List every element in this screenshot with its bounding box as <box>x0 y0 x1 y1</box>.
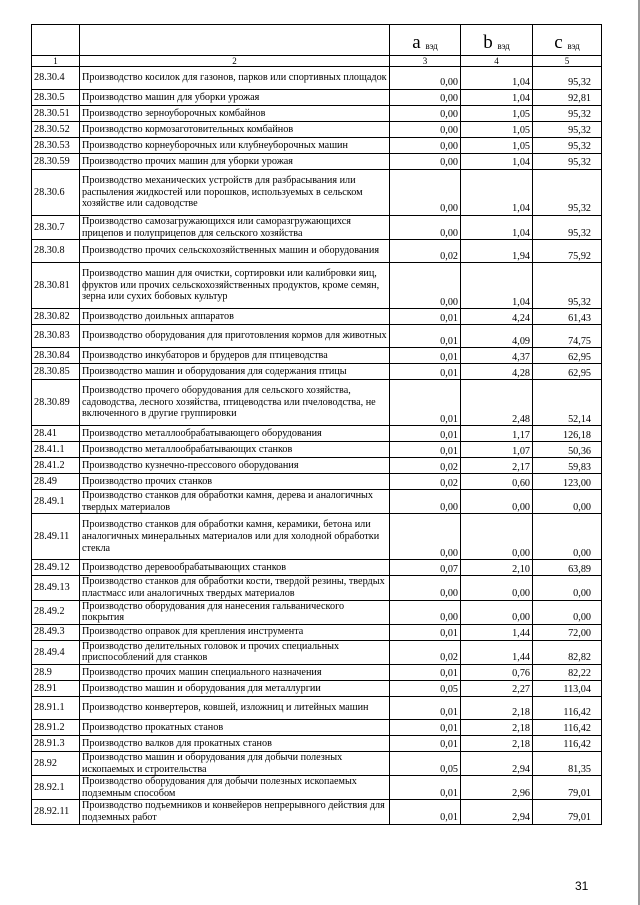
table-row <box>32 106 602 122</box>
row-value-c: 0,00 <box>533 490 602 514</box>
row-value-a: 0,00 <box>390 216 461 240</box>
row-value-c: 62,95 <box>533 364 602 380</box>
row-value-a: 0,01 <box>390 800 461 824</box>
row-value-b: 1,94 <box>461 240 533 263</box>
row-name: Производство конвертеров, ковшей, изложниц и литейных машин <box>80 696 390 719</box>
table-row <box>32 154 602 170</box>
row-name: Производство подъемников и конвейеров непрерывного действия для подземных работ <box>80 800 390 824</box>
row-code: 28.30.59 <box>32 154 80 170</box>
row-value-c: 95,32 <box>533 138 602 154</box>
row-value-b: 1,04 <box>461 67 533 90</box>
row-code: 28.30.53 <box>32 138 80 154</box>
row-code: 28.49.11 <box>32 514 80 560</box>
row-value-b: 1,04 <box>461 90 533 106</box>
row-code: 28.49.12 <box>32 560 80 576</box>
row-name: Производство косилок для газонов, парков или спортивных площадок <box>80 67 390 90</box>
row-name: Производство деревообрабатывающих станков <box>80 560 390 576</box>
row-value-b: 4,09 <box>461 325 533 348</box>
row-name: Производство кузнечно-прессового оборудования <box>80 458 390 474</box>
row-name: Производство металлообрабатывающих станков <box>80 442 390 458</box>
row-value-b: 0,76 <box>461 664 533 680</box>
row-code: 28.30.52 <box>32 122 80 138</box>
row-value-a: 0,05 <box>390 751 461 775</box>
row-name: Производство станков для обработки камня, дерева и аналогичных твердых материалов <box>80 490 390 514</box>
row-code: 28.49.4 <box>32 640 80 664</box>
row-code: 28.9 <box>32 664 80 680</box>
row-value-a: 0,02 <box>390 240 461 263</box>
table-row <box>32 325 602 348</box>
row-value-a: 0,02 <box>390 474 461 490</box>
row-value-b: 1,04 <box>461 216 533 240</box>
row-value-b: 2,48 <box>461 380 533 426</box>
row-value-b: 2,18 <box>461 696 533 719</box>
row-name: Производство прочего оборудования для сельского хозяйства, садоводства, лесного хозяйства, птицеводства или пчеловодства, не включенного в другие группировки <box>80 380 390 426</box>
row-code: 28.49.13 <box>32 576 80 600</box>
row-value-a: 0,02 <box>390 640 461 664</box>
row-name: Производство станков для обработки кости, твердой резины, твердых пластмасс или аналогичных твердых материалов <box>80 576 390 600</box>
row-value-c: 95,32 <box>533 154 602 170</box>
row-value-c: 50,36 <box>533 442 602 458</box>
header-a: a $_{вэд}$ <box>390 25 461 56</box>
row-value-b: 2,17 <box>461 458 533 474</box>
row-value-b: 1,05 <box>461 106 533 122</box>
row-code: 28.49.1 <box>32 490 80 514</box>
row-value-c: 123,00 <box>533 474 602 490</box>
row-value-a: 0,01 <box>390 776 461 800</box>
table-row <box>32 122 602 138</box>
row-name: Производство прочих машин специального назначения <box>80 664 390 680</box>
table-row <box>32 751 602 775</box>
row-name: Производство прочих сельскохозяйственных машин и оборудования <box>80 240 390 263</box>
row-code: 28.30.6 <box>32 170 80 216</box>
row-value-c: 0,00 <box>533 514 602 560</box>
row-value-b: 2,10 <box>461 560 533 576</box>
row-value-a: 0,02 <box>390 458 461 474</box>
row-name: Производство валков для прокатных станов <box>80 735 390 751</box>
row-value-a: 0,01 <box>390 364 461 380</box>
row-name: Производство делительных головок и прочих специальных приспособлений для станков <box>80 640 390 664</box>
row-value-c: 62,95 <box>533 348 602 364</box>
row-value-c: 0,00 <box>533 600 602 624</box>
row-value-a: 0,00 <box>390 263 461 309</box>
row-value-b: 2,18 <box>461 735 533 751</box>
row-value-b: 1,44 <box>461 624 533 640</box>
row-value-b: 0,60 <box>461 474 533 490</box>
row-code: 28.92.11 <box>32 800 80 824</box>
row-code: 28.41.1 <box>32 442 80 458</box>
row-name: Производство доильных аппаратов <box>80 309 390 325</box>
row-value-a: 0,00 <box>390 576 461 600</box>
row-code: 28.41 <box>32 426 80 442</box>
row-code: 28.30.84 <box>32 348 80 364</box>
table-row <box>32 309 602 325</box>
row-value-b: 2,94 <box>461 800 533 824</box>
row-value-a: 0,00 <box>390 154 461 170</box>
row-value-c: 95,32 <box>533 122 602 138</box>
row-value-b: 4,24 <box>461 309 533 325</box>
row-name: Производство оборудования для нанесения гальванического покрытия <box>80 600 390 624</box>
row-value-c: 75,92 <box>533 240 602 263</box>
row-value-a: 0,00 <box>390 514 461 560</box>
row-value-b: 2,18 <box>461 719 533 735</box>
row-code: 28.30.51 <box>32 106 80 122</box>
table-row <box>32 576 602 600</box>
table-row <box>32 138 602 154</box>
row-code: 28.91.1 <box>32 696 80 719</box>
row-code: 28.91.2 <box>32 719 80 735</box>
row-code: 28.30.81 <box>32 263 80 309</box>
row-value-c: 95,32 <box>533 216 602 240</box>
row-value-a: 0,00 <box>390 138 461 154</box>
row-name: Производство прочих станков <box>80 474 390 490</box>
row-value-b: 4,37 <box>461 348 533 364</box>
row-value-a: 0,01 <box>390 735 461 751</box>
table-row <box>32 263 602 309</box>
row-value-c: 116,42 <box>533 696 602 719</box>
row-value-b: 2,27 <box>461 680 533 696</box>
row-code: 28.91 <box>32 680 80 696</box>
row-value-a: 0,00 <box>390 170 461 216</box>
row-value-a: 0,00 <box>390 67 461 90</box>
row-value-b: 1,44 <box>461 640 533 664</box>
table-row <box>32 458 602 474</box>
row-name: Производство самозагружающихся или саморазгружающихся прицепов и полуприцепов для сельского хозяйства <box>80 216 390 240</box>
header-name-cell <box>80 25 390 56</box>
row-value-a: 0,01 <box>390 325 461 348</box>
row-name: Производство станков для обработки камня, керамики, бетона или аналогичных минеральных материалов или для холодной обработки стекла <box>80 514 390 560</box>
header-row <box>32 25 602 56</box>
row-value-c: 59,83 <box>533 458 602 474</box>
row-value-a: 0,00 <box>390 122 461 138</box>
row-value-c: 95,32 <box>533 170 602 216</box>
row-value-a: 0,01 <box>390 442 461 458</box>
row-value-b: 2,94 <box>461 751 533 775</box>
row-value-a: 0,00 <box>390 90 461 106</box>
row-value-b: 1,04 <box>461 263 533 309</box>
row-value-b: 0,00 <box>461 576 533 600</box>
column-number: 3 <box>390 56 461 67</box>
row-code: 28.30.89 <box>32 380 80 426</box>
row-code: 28.30.7 <box>32 216 80 240</box>
row-value-c: 82,22 <box>533 664 602 680</box>
row-value-b: 0,00 <box>461 600 533 624</box>
row-value-c: 0,00 <box>533 576 602 600</box>
row-code: 28.49.2 <box>32 600 80 624</box>
row-value-c: 95,32 <box>533 106 602 122</box>
column-number: 5 <box>533 56 602 67</box>
row-value-a: 0,01 <box>390 309 461 325</box>
row-value-b: 1,07 <box>461 442 533 458</box>
row-name: Производство инкубаторов и брудеров для птицеводства <box>80 348 390 364</box>
table-row <box>32 640 602 664</box>
row-value-b: 1,17 <box>461 426 533 442</box>
row-code: 28.41.2 <box>32 458 80 474</box>
row-code: 28.30.8 <box>32 240 80 263</box>
table-row <box>32 442 602 458</box>
table-row <box>32 90 602 106</box>
row-value-c: 116,42 <box>533 719 602 735</box>
row-name: Производство машин и оборудования для добычи полезных ископаемых и строительства <box>80 751 390 775</box>
table-row <box>32 696 602 719</box>
row-value-a: 0,01 <box>390 696 461 719</box>
row-code: 28.30.5 <box>32 90 80 106</box>
row-value-a: 0,01 <box>390 348 461 364</box>
row-value-c: 52,14 <box>533 380 602 426</box>
row-code: 28.30.82 <box>32 309 80 325</box>
row-value-c: 116,42 <box>533 735 602 751</box>
row-value-c: 81,35 <box>533 751 602 775</box>
table-row <box>32 216 602 240</box>
row-value-a: 0,01 <box>390 664 461 680</box>
row-value-c: 63,89 <box>533 560 602 576</box>
table-row <box>32 380 602 426</box>
row-value-c: 82,82 <box>533 640 602 664</box>
page-number: 31 <box>575 879 589 893</box>
row-name: Производство оборудования для добычи полезных ископаемых подземным способом <box>80 776 390 800</box>
row-code: 28.92.1 <box>32 776 80 800</box>
row-name: Производство прокатных станов <box>80 719 390 735</box>
table-row <box>32 490 602 514</box>
row-code: 28.30.4 <box>32 67 80 90</box>
row-value-c: 95,32 <box>533 67 602 90</box>
row-name: Производство металлообрабатывающего оборудования <box>80 426 390 442</box>
row-value-a: 0,01 <box>390 624 461 640</box>
row-value-a: 0,00 <box>390 600 461 624</box>
table-row <box>32 664 602 680</box>
row-value-c: 79,01 <box>533 776 602 800</box>
row-value-b: 1,04 <box>461 154 533 170</box>
table-row <box>32 364 602 380</box>
table-row <box>32 514 602 560</box>
row-value-c: 72,00 <box>533 624 602 640</box>
row-code: 28.91.3 <box>32 735 80 751</box>
row-code: 28.49 <box>32 474 80 490</box>
row-name: Производство механических устройств для разбрасывания или распыления жидкостей или порошков, используемых в сельском хозяйстве или садоводстве <box>80 170 390 216</box>
row-value-b: 4,28 <box>461 364 533 380</box>
row-code: 28.30.85 <box>32 364 80 380</box>
row-value-a: 0,05 <box>390 680 461 696</box>
column-number: 1 <box>32 56 80 67</box>
header-c: c $_{вэд}$ <box>533 25 602 56</box>
table-row <box>32 474 602 490</box>
coefficients-table <box>31 24 602 825</box>
column-number: 2 <box>80 56 390 67</box>
table-row <box>32 735 602 751</box>
row-value-a: 0,01 <box>390 426 461 442</box>
row-name: Производство кормозаготовительных комбайнов <box>80 122 390 138</box>
table-row <box>32 600 602 624</box>
table-row <box>32 800 602 824</box>
row-code: 28.92 <box>32 751 80 775</box>
row-value-c: 113,04 <box>533 680 602 696</box>
table-row <box>32 348 602 364</box>
header-b: b $_{вэд}$ <box>461 25 533 56</box>
row-name: Производство машин и оборудования для металлургии <box>80 680 390 696</box>
row-name: Производство корнеуборочных или клубнеуборочных машин <box>80 138 390 154</box>
row-value-b: 0,00 <box>461 514 533 560</box>
table-row <box>32 426 602 442</box>
row-value-c: 79,01 <box>533 800 602 824</box>
row-value-c: 126,18 <box>533 426 602 442</box>
row-name: Производство машин для очистки, сортировки или калибровки яиц, фруктов или прочих сельскохозяйственных продуктов, кроме семян, зерна или сухих бобовых культур <box>80 263 390 309</box>
row-code: 28.49.3 <box>32 624 80 640</box>
table-row <box>32 719 602 735</box>
row-value-c: 95,32 <box>533 263 602 309</box>
row-value-b: 0,00 <box>461 490 533 514</box>
row-value-a: 0,07 <box>390 560 461 576</box>
table-row <box>32 240 602 263</box>
row-name: Производство оборудования для приготовления кормов для животных <box>80 325 390 348</box>
row-name: Производство машин для уборки урожая <box>80 90 390 106</box>
row-value-a: 0,00 <box>390 106 461 122</box>
row-value-b: 1,04 <box>461 170 533 216</box>
table-row <box>32 560 602 576</box>
column-number-row <box>32 56 602 67</box>
row-value-c: 92,81 <box>533 90 602 106</box>
column-number: 4 <box>461 56 533 67</box>
row-value-c: 74,75 <box>533 325 602 348</box>
row-value-b: 2,96 <box>461 776 533 800</box>
table-row <box>32 776 602 800</box>
table-row <box>32 680 602 696</box>
row-value-a: 0,01 <box>390 380 461 426</box>
row-name: Производство зерноуборочных комбайнов <box>80 106 390 122</box>
row-value-a: 0,00 <box>390 490 461 514</box>
row-name: Производство прочих машин для уборки урожая <box>80 154 390 170</box>
row-value-c: 61,43 <box>533 309 602 325</box>
row-value-a: 0,01 <box>390 719 461 735</box>
table-row <box>32 624 602 640</box>
row-name: Производство машин и оборудования для содержания птицы <box>80 364 390 380</box>
row-value-b: 1,05 <box>461 122 533 138</box>
row-value-b: 1,05 <box>461 138 533 154</box>
table-row <box>32 67 602 90</box>
row-code: 28.30.83 <box>32 325 80 348</box>
table-row <box>32 170 602 216</box>
header-code-cell <box>32 25 80 56</box>
row-name: Производство оправок для крепления инструмента <box>80 624 390 640</box>
